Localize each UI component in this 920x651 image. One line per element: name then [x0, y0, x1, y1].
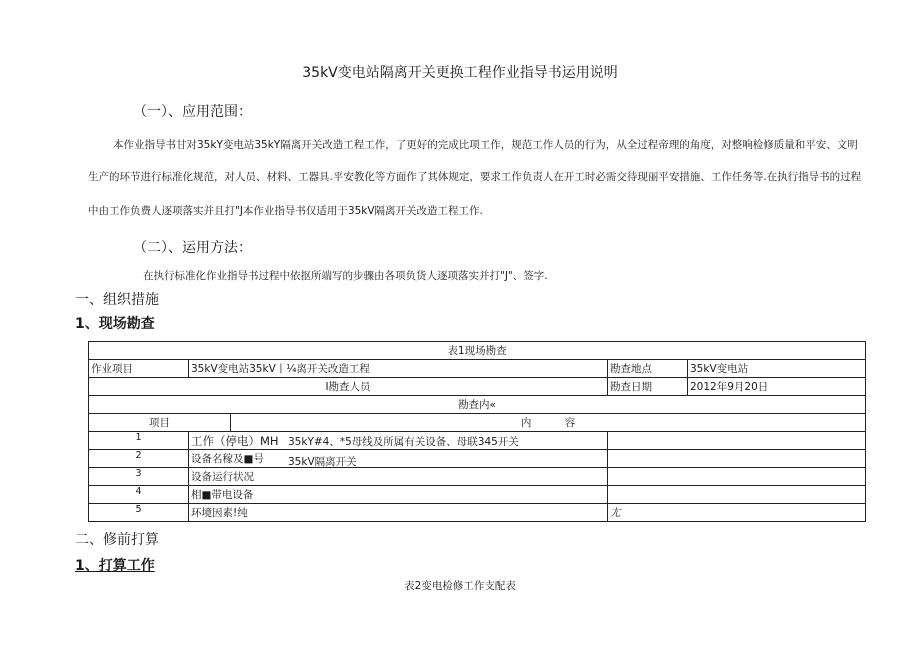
row-number: 2: [89, 450, 189, 468]
table-row: [89, 486, 866, 504]
survey-content-header: 勘查内«: [89, 396, 866, 414]
row-item: 环境因素!纯: [189, 504, 608, 522]
site-survey-table: [88, 341, 866, 522]
row-content-1: 35kY#4、*5母线及所属有关设备、母联345开关: [288, 436, 519, 448]
row-item: 设备运行状况: [189, 468, 608, 486]
row-number: 1: [89, 432, 189, 450]
row-number: 5: [89, 504, 189, 522]
column-header-item: 项目: [89, 414, 231, 432]
section-scope-heading: （一）、应用范围：: [133, 104, 252, 120]
row-item: 工作（停电）MH: [189, 432, 608, 450]
scope-line-3: 中由工作负费人逐项落实并且打"J本作业指导书仅适用于35kV隔离开关改造工程工作.: [88, 205, 483, 217]
label-survey-date: 勘查日期: [608, 378, 688, 396]
table-row: [89, 468, 866, 486]
table-row: [89, 450, 866, 468]
value-survey-date: 2012年9月20日: [688, 378, 866, 396]
row-content-cell: [608, 486, 866, 504]
column-header-content: 内 容: [231, 414, 866, 432]
row-content-cell: [608, 450, 866, 468]
label-surveyor: I勘查人员: [89, 378, 608, 396]
row-number: 3: [89, 468, 189, 486]
table1-caption: 表1现场勘查: [89, 342, 866, 360]
scope-line-2: 生产的环节进行标准化规范，对人员、材料、工器具.平安教化等方面作了其体规定，要求工作负责人在开工时必需交待现丽平安措施、工作任务等.在执行指导书的过程: [88, 171, 862, 183]
table2-caption: 表2变电检修工作支配表: [404, 580, 516, 592]
row-content-2: 35kV隔离开关: [288, 456, 357, 468]
label-survey-location: 勘查地点: [608, 360, 688, 378]
heading-prep-work: 1、打算工作: [75, 558, 155, 574]
scope-line-1: 本作业指导书甘对35kY变电站35kY隔离开关改造工程工作，了更好的完成比项工作，规范工作人员的行为，从全过程帝理的角度，对整响检修质量和平安、文明: [113, 139, 858, 151]
row-item: 设备名稼及■号: [189, 450, 608, 468]
table-row: [89, 504, 866, 522]
label-work-item: 作业项目: [89, 360, 189, 378]
row-content-cell: 尢: [608, 504, 866, 522]
usage-line: 在执行标准化作业指导书过程中依抠所端写的步骤由各项负货人逐项落实并打"J"、签字.: [143, 270, 548, 282]
value-survey-location: 35kV变电站: [688, 360, 866, 378]
row-item: 相■带电设备: [189, 486, 608, 504]
section-usage-heading: （二）、运用方法：: [133, 240, 252, 256]
heading-site-survey: 1、现场勘查: [75, 316, 155, 332]
row-content-cell: [608, 432, 866, 450]
heading-organization: 一、组织措施: [75, 292, 159, 308]
row-number: 4: [89, 486, 189, 504]
value-work-item: 35kV变电站35kV丨¼离开关改造工程: [189, 360, 608, 378]
heading-pre-repair: 二、修前打算: [75, 532, 159, 548]
row-content-cell: [608, 468, 866, 486]
doc-title: 35kV变电站隔离开关更换工程作业指导书运用说明: [302, 65, 618, 81]
